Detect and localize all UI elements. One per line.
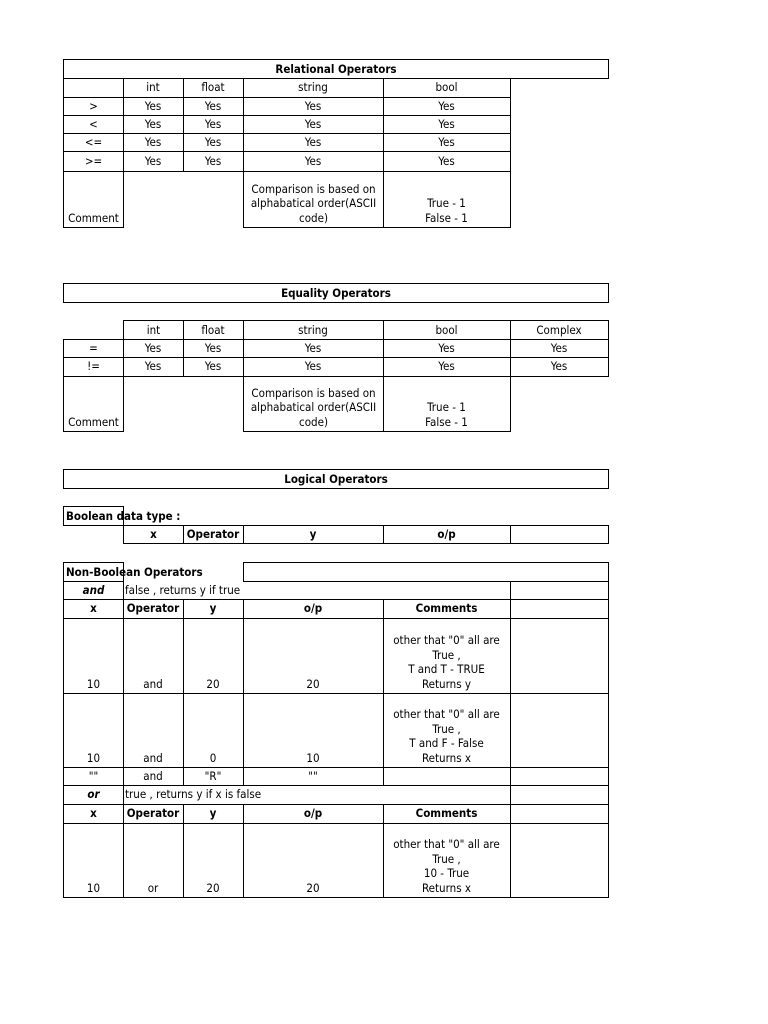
equality-cell: Yes [123, 357, 184, 377]
equality-op-neq: != [63, 357, 124, 377]
equality-cell: Yes [510, 357, 609, 377]
equality-header-string: string [243, 320, 384, 340]
relational-header-int: int [123, 78, 184, 98]
and-desc-blank [510, 581, 609, 600]
relational-cell: Yes [123, 97, 184, 116]
and-row2-output: 10 [243, 693, 384, 768]
or-row1-blank [510, 823, 609, 898]
equality-header-int: int [123, 320, 184, 340]
or-row1-comment-line: True , [432, 851, 461, 866]
or-description [123, 785, 511, 805]
and-description-text: false , returns y if true [125, 582, 241, 597]
boolean-header-blank [510, 525, 609, 544]
equality-comment-label: Comment [63, 376, 124, 432]
and-header-x: x [63, 599, 124, 619]
non-boolean-blank [243, 562, 609, 582]
or-header-output: o/p [243, 804, 384, 824]
relational-cell: Yes [123, 115, 184, 134]
relational-cell: Yes [243, 115, 384, 134]
and-row3-comment [383, 767, 511, 786]
and-row1-blank [510, 618, 609, 694]
and-row3-blank [510, 767, 609, 786]
or-desc-blank [510, 785, 609, 805]
boolean-header-operator: Operator [183, 525, 244, 544]
and-row1-comment-line: other that "0" all are [393, 633, 500, 647]
boolean-header-output: o/p [383, 525, 511, 544]
or-row1-comment-line: Returns x [421, 880, 472, 895]
boolean-data-type-label [63, 506, 181, 526]
or-header-operator: Operator [123, 804, 184, 824]
relational-cell: Yes [183, 151, 244, 172]
relational-op-le: <= [63, 133, 124, 152]
and-row1-op: and [123, 618, 184, 694]
equality-cell: Yes [183, 339, 244, 358]
relational-cell: Yes [183, 97, 244, 116]
relational-string-comment [243, 171, 384, 228]
relational-cell: Yes [123, 151, 184, 172]
relational-cell: Yes [243, 133, 384, 152]
and-row2-y: 0 [183, 693, 244, 768]
and-row2-comment-line: other that "0" all are [393, 707, 500, 721]
relational-cell: Yes [243, 151, 384, 172]
relational-cell: Yes [123, 133, 184, 152]
relational-cell: Yes [383, 97, 511, 116]
equality-bool-comment-line2: False - 1 [425, 414, 468, 429]
relational-cell: Yes [383, 151, 511, 172]
relational-cell: Yes [383, 133, 511, 152]
relational-bool-comment-line2: False - 1 [425, 210, 468, 225]
relational-header-string: string [243, 78, 384, 98]
and-row3-x: "" [63, 767, 124, 786]
and-row1-comment [383, 618, 511, 694]
or-description-text: true , returns y if x is false [125, 787, 262, 802]
equality-cell: Yes [183, 357, 244, 377]
relational-header-bool: bool [383, 78, 511, 98]
and-row2-comment-line: Returns x [421, 750, 472, 765]
logical-title: Logical Operators [63, 469, 609, 489]
boolean-header-x: x [123, 525, 184, 544]
boolean-data-type-text: Boolean data type : [66, 508, 181, 523]
relational-bool-comment [383, 171, 511, 228]
relational-cell: Yes [383, 115, 511, 134]
equality-cell: Yes [383, 357, 511, 377]
relational-header-blank [63, 78, 124, 98]
or-label: or [63, 785, 124, 805]
equality-cell: Yes [243, 339, 384, 358]
and-header-operator: Operator [123, 599, 184, 619]
equality-cell: Yes [510, 339, 609, 358]
equality-string-comment-text: Comparison is based on alphabatical order(ASCII code) [250, 385, 377, 429]
equality-cell: Yes [123, 339, 184, 358]
non-boolean-text: Non-Boolean Operators [66, 564, 203, 579]
relational-string-comment-text: Comparison is based on alphabatical order(ASCII code) [250, 181, 377, 225]
and-row2-op: and [123, 693, 184, 768]
and-header-y: y [183, 599, 244, 619]
relational-op-lt: < [63, 115, 124, 134]
or-header-y: y [183, 804, 244, 824]
equality-bool-comment [383, 376, 511, 432]
and-row3-op: and [123, 767, 184, 786]
and-row2-blank [510, 693, 609, 768]
and-header-output: o/p [243, 599, 384, 619]
relational-bool-comment-line1: True - 1 [427, 196, 466, 210]
non-boolean-label [63, 562, 203, 582]
relational-op-ge: >= [63, 151, 124, 172]
or-header-x: x [63, 804, 124, 824]
equality-cell: Yes [243, 357, 384, 377]
or-row1-y: 20 [183, 823, 244, 898]
relational-op-gt: > [63, 97, 124, 116]
or-row1-x: 10 [63, 823, 124, 898]
equality-header-float: float [183, 320, 244, 340]
and-row3-output: "" [243, 767, 384, 786]
relational-title: Relational Operators [63, 59, 609, 79]
and-header-blank [510, 599, 609, 619]
and-row2-x: 10 [63, 693, 124, 768]
and-row1-comment-line: Returns y [421, 676, 472, 691]
and-row1-comment-line: True , [432, 647, 461, 662]
or-header-comments: Comments [383, 804, 511, 824]
relational-cell: Yes [243, 97, 384, 116]
relational-cell: Yes [183, 133, 244, 152]
or-row1-op: or [123, 823, 184, 898]
and-row1-comment-line: T and T - TRUE [408, 662, 485, 676]
and-row3-y: "R" [183, 767, 244, 786]
and-header-comments: Comments [383, 599, 511, 619]
and-row1-output: 20 [243, 618, 384, 694]
and-row1-y: 20 [183, 618, 244, 694]
and-row2-comment [383, 693, 511, 768]
equality-op-eq: = [63, 339, 124, 358]
boolean-header-y: y [243, 525, 384, 544]
and-label: and [63, 581, 124, 600]
or-header-blank [510, 804, 609, 824]
relational-comment-label: Comment [63, 171, 124, 228]
equality-header-complex: Complex [510, 320, 609, 340]
or-row1-comment [383, 823, 511, 898]
or-row1-output: 20 [243, 823, 384, 898]
or-row1-comment-line: 10 - True [423, 866, 470, 880]
and-row2-comment-line: T and F - False [409, 736, 484, 750]
and-description [123, 581, 511, 600]
equality-bool-comment-line1: True - 1 [427, 400, 466, 414]
relational-header-float: float [183, 78, 244, 98]
or-row1-comment-line: other that "0" all are [393, 837, 500, 851]
and-row2-comment-line: True , [432, 721, 461, 736]
and-row1-x: 10 [63, 618, 124, 694]
relational-cell: Yes [183, 115, 244, 134]
equality-title: Equality Operators [63, 283, 609, 303]
equality-header-bool: bool [383, 320, 511, 340]
equality-string-comment [243, 376, 384, 432]
equality-cell: Yes [383, 339, 511, 358]
